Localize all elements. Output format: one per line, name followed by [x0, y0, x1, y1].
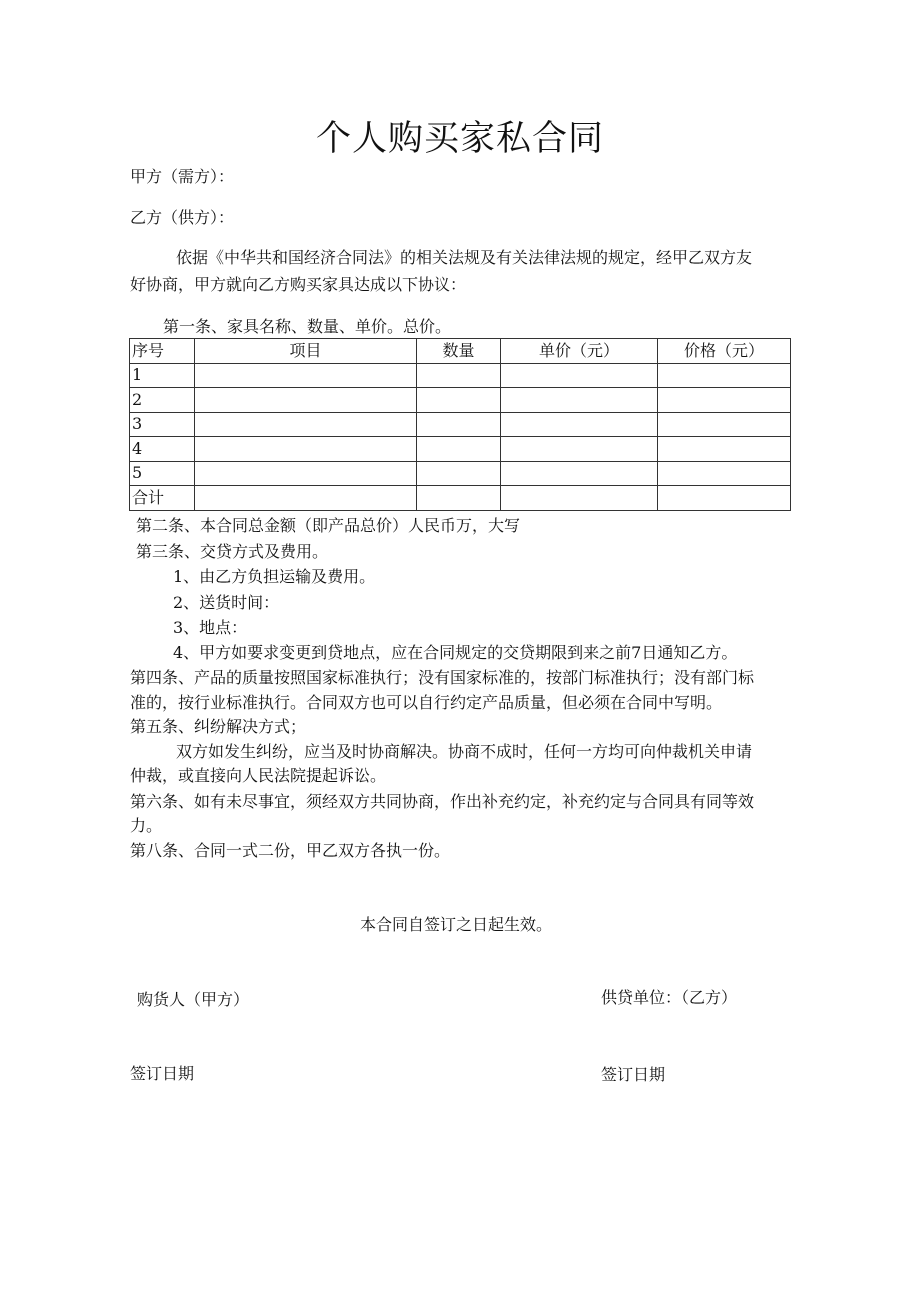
article-6-line-2: 力。	[130, 816, 163, 835]
cell-quantity	[417, 363, 501, 388]
cell-price	[658, 388, 791, 413]
cell-item	[195, 412, 417, 437]
cell-quantity	[417, 437, 501, 462]
article-3-heading: 第三条、交贷方式及费用。	[136, 542, 329, 561]
furniture-table	[129, 338, 791, 511]
buyer-signature-label: 购货人（甲方）	[137, 990, 250, 1009]
party-a-label: 甲方（需方）：	[130, 167, 235, 186]
sign-date-left: 签订日期	[130, 1064, 195, 1083]
cell-quantity	[417, 388, 501, 413]
cell-item	[195, 486, 417, 511]
cell-total-label: 合计	[130, 486, 195, 511]
cell-unit-price	[501, 486, 658, 511]
supplier-signature-label: 供贷单位：（乙方）	[601, 988, 738, 1007]
header-item: 项目	[195, 339, 417, 364]
cell-item	[195, 363, 417, 388]
cell-price	[658, 363, 791, 388]
article-5-heading: 第五条、纠纷解决方式；	[130, 717, 307, 736]
cell-index: 2	[130, 388, 195, 413]
article-1-heading: 第一条、家具名称、数量、单价。总价。	[163, 317, 452, 336]
article-2: 第二条、本合同总金额（即产品总价）人民币万，大写	[136, 516, 521, 535]
effective-clause: 本合同自签订之日起生效。	[360, 915, 553, 934]
party-b-label: 乙方（供方）：	[130, 208, 235, 227]
table-row	[130, 461, 791, 486]
table-row	[130, 437, 791, 462]
cell-index: 5	[130, 461, 195, 486]
cell-unit-price	[501, 363, 658, 388]
header-price: 价格（元）	[658, 339, 791, 364]
header-unit-price: 单价（元）	[501, 339, 658, 364]
cell-unit-price	[501, 437, 658, 462]
article-5-line-2: 仲裁，或直接向人民法院提起诉讼。	[130, 766, 387, 785]
cell-unit-price	[501, 412, 658, 437]
sign-date-right: 签订日期	[601, 1065, 666, 1084]
cell-unit-price	[501, 388, 658, 413]
table-total-row	[130, 486, 791, 511]
cell-price	[658, 412, 791, 437]
article-3-item-1: 1、由乙方负担运输及费用。	[173, 567, 376, 586]
cell-price	[658, 461, 791, 486]
article-3-item-2: 2、送货时间：	[173, 593, 280, 612]
header-quantity: 数量	[417, 339, 501, 364]
header-index: 序号	[130, 339, 195, 364]
cell-index: 3	[130, 412, 195, 437]
table-header-row	[130, 339, 791, 364]
article-3-item-4: 4、甲方如要求变更到贷地点，应在合同规定的交贷期限到来之前7日通知乙方。	[173, 643, 738, 662]
cell-quantity	[417, 412, 501, 437]
cell-index: 4	[130, 437, 195, 462]
cell-price	[658, 486, 791, 511]
cell-index: 1	[130, 363, 195, 388]
table-row	[130, 412, 791, 437]
cell-quantity	[417, 461, 501, 486]
cell-quantity	[417, 486, 501, 511]
cell-item	[195, 437, 417, 462]
intro-line-2: 好协商，甲方就向乙方购买家具达成以下协议：	[130, 275, 467, 294]
cell-item	[195, 461, 417, 486]
contract-title: 个人购买家私合同	[315, 119, 604, 159]
cell-item	[195, 388, 417, 413]
article-3-item-3: 3、地点：	[173, 618, 248, 637]
table-row	[130, 388, 791, 413]
cell-unit-price	[501, 461, 658, 486]
article-5-line-1: 双方如发生纠纷，应当及时协商解决。协商不成时，任何一方均可向仲裁机关申请	[176, 742, 753, 761]
cell-price	[658, 437, 791, 462]
article-4-line-1: 第四条、产品的质量按照国家标准执行；没有国家标准的，按部门标准执行；没有部门标	[130, 668, 755, 687]
intro-line-1: 依据《中华共和国经济合同法》的相关法规及有关法律法规的规定，经甲乙双方友	[176, 248, 753, 267]
table-row	[130, 363, 791, 388]
article-4-line-2: 准的，按行业标准执行。合同双方也可以自行约定产品质量，但必须在合同中写明。	[130, 693, 723, 712]
article-8: 第八条、合同一式二份，甲乙双方各执一份。	[130, 841, 451, 860]
article-6-line-1: 第六条、如有未尽事宜，须经双方共同协商，作出补充约定，补充约定与合同具有同等效	[130, 792, 755, 811]
